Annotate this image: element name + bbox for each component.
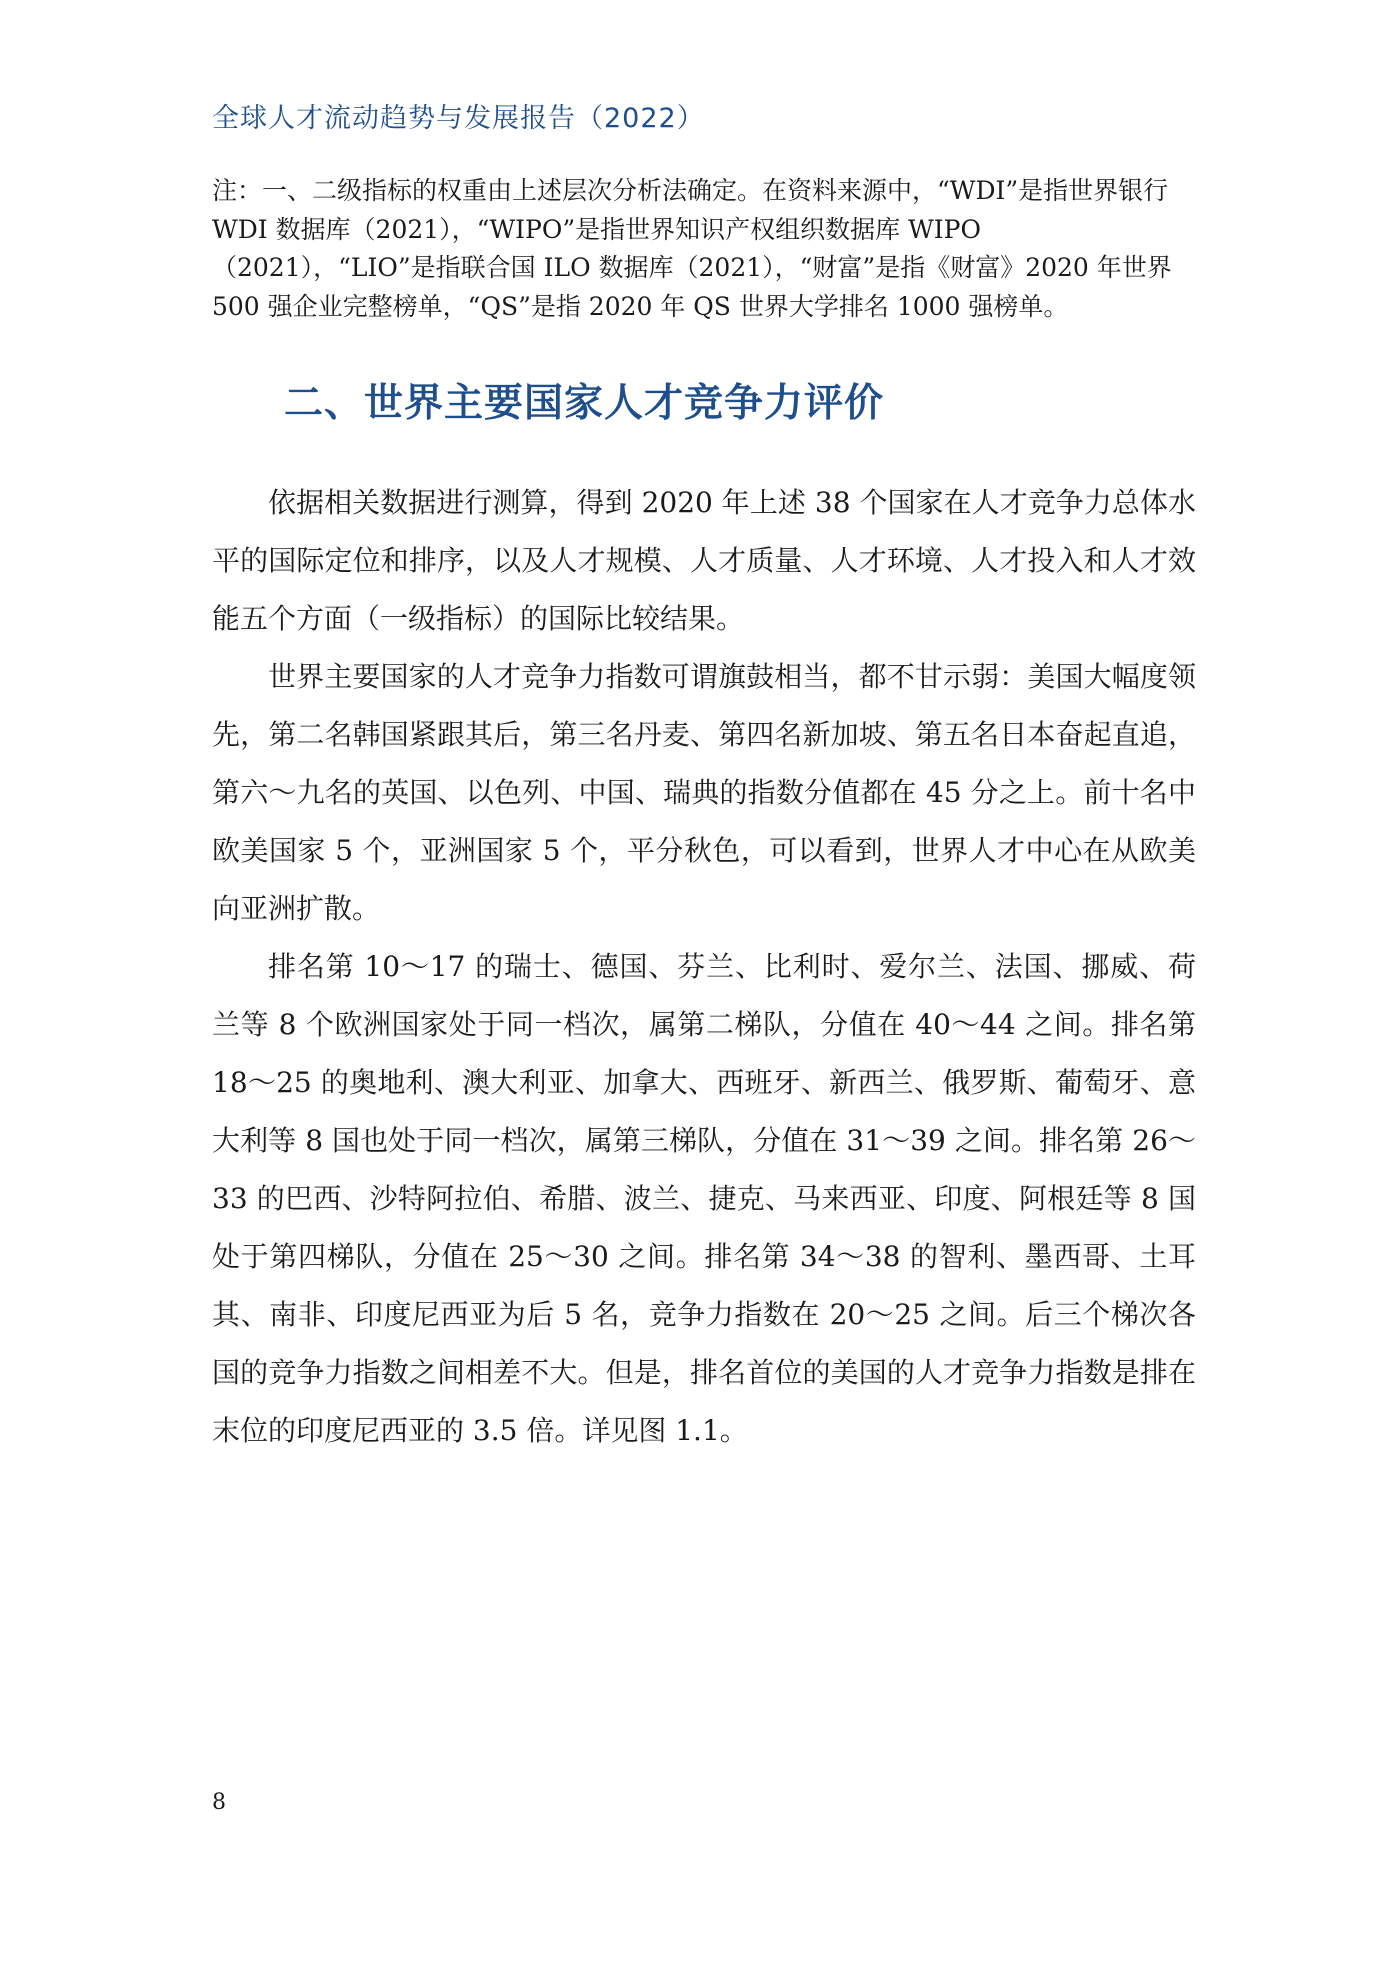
paragraph-3: 排名第 10～17 的瑞士、德国、芬兰、比利时、爱尔兰、法国、挪威、荷兰等 8 个欧洲国家处于同一档次，属第二梯队，分值在 40～44 之间。排名第 18～25 的奥地利、澳大利亚、加拿大、西班牙、新西兰、俄罗斯、葡萄牙、意大利等 8 国也处于同一档次，属第三梯队，分值在 31～39 之间。排名第 26～33 的巴西、沙特阿拉伯、希腊、波兰、捷克、马来西亚、印度、阿根廷等 8 国处于第四梯队，分值在 25～30 之间。排名第 34～38 的智利、墨西哥、土耳其、南非、印度尼西亚为后 5 名，竞争力指数在 20～25 之间。后三个梯次各国的竞争力指数之间相差不大。但是，排名首位的美国的人才竞争力指数是排在末位的印度尼西亚的 3.5 倍。详见图 1.1。	[212, 950, 1196, 1447]
paragraph-2: 世界主要国家的人才竞争力指数可谓旗鼓相当，都不甘示弱：美国大幅度领先，第二名韩国紧跟其后，第三名丹麦、第四名新加坡、第五名日本奋起直追，第六～九名的英国、以色列、中国、瑞典的指数分值都在 45 分之上。前十名中欧美国家 5 个，亚洲国家 5 个，平分秋色，可以看到，世界人才中心在从欧美向亚洲扩散。	[212, 660, 1196, 925]
body-text	[212, 474, 1196, 1460]
section-heading: 二、世界主要国家人才竞争力评价	[284, 381, 885, 426]
running-header-title: 全球人才流动趋势与发展报告（2022）	[212, 103, 705, 134]
paragraph-1: 依据相关数据进行测算，得到 2020 年上述 38 个国家在人才竞争力总体水平的国际定位和排序，以及人才规模、人才质量、人才环境、人才投入和人才效能五个方面（一级指标）的国际比较结果。	[212, 486, 1196, 635]
note-text: 注：一、二级指标的权重由上述层次分析法确定。在资料来源中，“WDI”是指世界银行 WDI 数据库（2021），“WIPO”是指世界知识产权组织数据库 WIPO（2021），“LIO”是指联合国 ILO 数据库（2021），“财富”是指《财富》2020 年世界 500 强企业完整榜单，“QS”是指 2020 年 QS 世界大学排名 1000 强榜单。	[212, 176, 1172, 321]
page-number: 8	[212, 1790, 226, 1815]
table-note	[212, 172, 1196, 326]
